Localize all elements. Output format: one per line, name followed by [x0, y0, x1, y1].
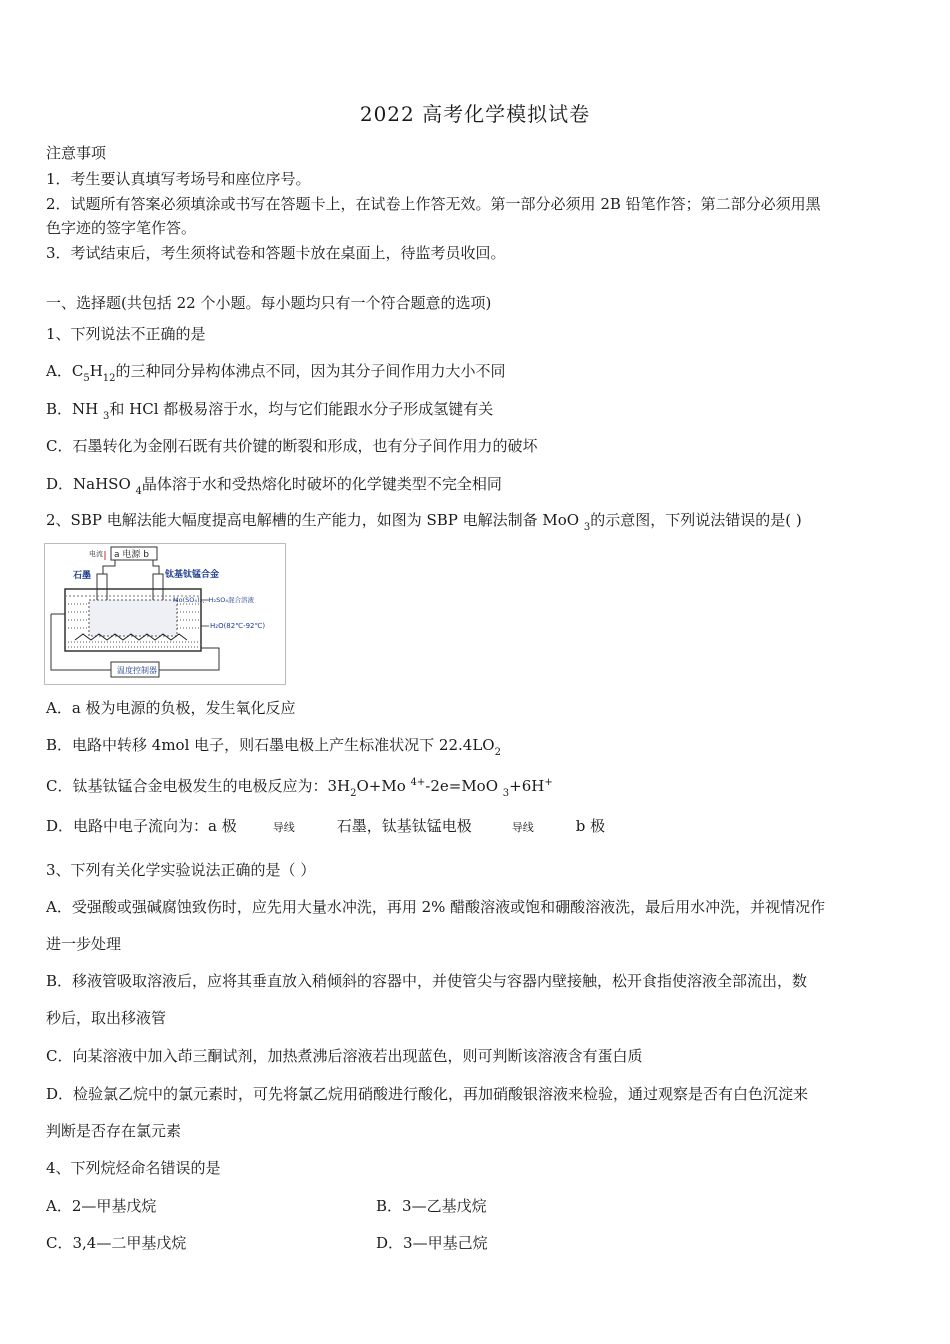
q3-option-c: C．向某溶液中加入茚三酮试剂，加热煮沸后溶液若出现蓝色，则可判断该溶液含有蛋白质	[46, 1047, 643, 1065]
power-source-label: a 电源 b	[114, 550, 149, 560]
alloy-label: 钛基钛锰合金	[165, 570, 220, 580]
q3-option-d: D．检验氯乙烷中的氯元素时，可先将氯乙烷用硝酸进行酸化，再加硝酸银溶液来检验，通过观察是否有白色沉淀来	[46, 1085, 809, 1103]
q4-option-a: A．2—甲基戊烷	[46, 1197, 157, 1215]
notice-item-3: 3．考试结束后，考生须将试卷和答题卡放在桌面上，待监考员收回。	[46, 244, 506, 262]
current-label: 电流	[89, 550, 103, 558]
section-heading: 一、选择题(共包括 22 个小题。每小题均只有一个符合题意的选项)	[46, 294, 492, 312]
solution-label: Mo(SO₄)₂、H₂SO₄混合溶液	[173, 596, 254, 604]
controller-label: 温度控制器	[117, 666, 157, 675]
notice-item-2: 2．试题所有答案必须填涂或书写在答题卡上，在试卷上作答无效。第一部分必须用 2B 铅笔作答；第二部分必须用黑	[46, 195, 821, 213]
q3-option-b-cont: 秒后，取出移液管	[46, 1009, 167, 1027]
q1-option-c: C．石墨转化为金刚石既有共价键的断裂和形成，也有分子间作用力的破坏	[46, 437, 538, 455]
q3-stem: 3、下列有关化学实验说法正确的是（ ）	[46, 861, 316, 879]
q4-option-c: C．3,4—二甲基戊烷	[46, 1234, 187, 1252]
notice-item-1: 1．考生要认真填写考场号和座位序号。	[46, 170, 311, 188]
electrolysis-diagram	[44, 543, 286, 685]
q1-option-a: A．$C_5H_{12}$的三种同分异构体沸点不同，因为其分子间作用力大小不同	[46, 362, 506, 384]
graphite-label: 石墨	[73, 571, 92, 581]
water-label: H₂O(82℃-92℃)	[210, 622, 266, 630]
q3-option-a-cont: 进一步处理	[46, 935, 122, 953]
q4-option-d: D．3—甲基己烷	[376, 1234, 488, 1252]
notice-item-2-cont: 色字迹的签字笔作答。	[46, 219, 197, 237]
q2-option-d: D．电路中电子流向为：a 极 导线 石墨，钛基钛锰电极 导线 b 极	[46, 817, 606, 835]
q1-stem: 1、下列说法不正确的是	[46, 325, 206, 343]
q1-option-d: D．NaHSO $_4$晶体溶于水和受热熔化时破坏的化学键类型不完全相同	[46, 475, 502, 497]
q2-option-a: A．a 极为电源的负极，发生氧化反应	[46, 699, 296, 717]
q3-option-a: A．受强酸或强碱腐蚀致伤时，应先用大量水冲洗，再用 2% 醋酸溶液或饱和硼酸溶液洗，最后用水冲洗，并视情况作	[46, 898, 826, 916]
q4-option-b: B．3—乙基戊烷	[376, 1197, 487, 1215]
q4-stem: 4、下列烷烃命名错误的是	[46, 1159, 221, 1177]
q2-option-c: C．钛基钛锰合金电极发生的电极反应为：$3H_2O+Mo$ $^{4+}$-2e=MoO $_3$+6H+	[46, 777, 553, 799]
page-title: 2022 高考化学模拟试卷	[359, 102, 591, 126]
notice-heading: 注意事项	[46, 144, 107, 162]
q3-option-d-cont: 判断是否存在氯元素	[46, 1122, 182, 1140]
q3-option-b: B．移液管吸取溶液后，应将其垂直放入稍倾斜的容器中，并使管尖与容器内壁接触，松开食指使溶液全部流出，数	[46, 972, 808, 990]
q2-stem: 2、SBP 电解法能大幅度提高电解槽的生产能力，如图为 SBP 电解法制备 MoO $_3$的示意图，下列说法错误的是( )	[46, 511, 802, 533]
q2-option-b: B．电路中转移 4mol 电子，则石墨电极上产生标准状况下 $22.4LO_2$	[46, 736, 501, 758]
q1-option-b: B．NH $_3$和 HCl 都极易溶于水，均与它们能跟水分子形成氢键有关	[46, 400, 494, 422]
